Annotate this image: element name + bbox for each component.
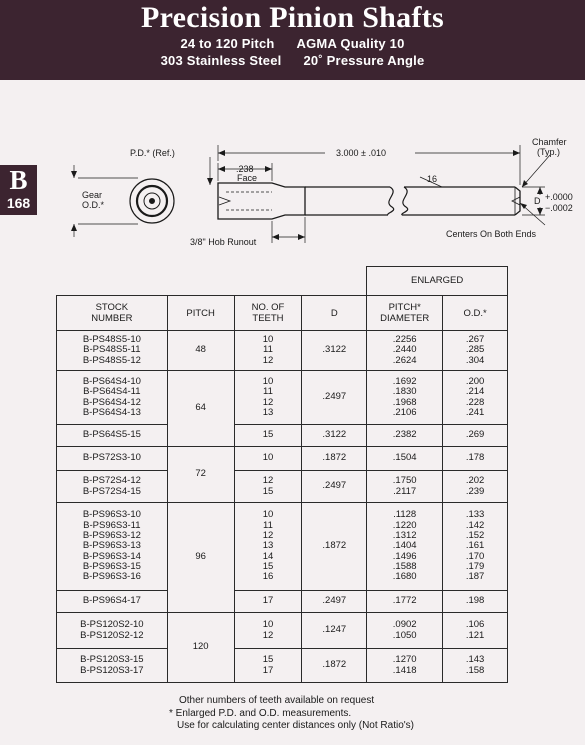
pitch-cell: 64 (167, 371, 234, 447)
chamfer-label-1: Chamfer (532, 137, 567, 147)
table-row (57, 613, 508, 649)
pressure-angle: 20˚ Pressure Angle (303, 53, 425, 68)
pitch-diameter-cell: .1772 (367, 591, 443, 613)
pd-ref-label: P.D.* (Ref.) (130, 148, 175, 158)
pitch-diameter-cell: .1750 .2117 (367, 471, 443, 503)
stock-number-cell: B-PS120S3-15 B-PS120S3-17 (57, 649, 168, 683)
d-cell: .2497 (302, 471, 367, 503)
od-cell: .269 (443, 425, 508, 447)
pitch-diameter-cell: .2256 .2440 .2624 (367, 331, 443, 371)
pitch-diameter-cell: .1270 .1418 (367, 649, 443, 683)
section-page-number: 168 (6, 195, 31, 211)
d-cell: .3122 (302, 331, 367, 371)
od-cell: .106 .121 (443, 613, 508, 649)
chamfer-label-2: (Typ.) (537, 147, 561, 157)
pitch-cell: 48 (167, 331, 234, 371)
face-dimension: .238 (236, 164, 254, 174)
stock-number-cell: B-PS48S5-10 B-PS48S5-11 B-PS48S5-12 (57, 331, 168, 371)
teeth-cell: 10 11 12 13 14 15 16 (234, 503, 302, 591)
od-cell: .143 .158 (443, 649, 508, 683)
od-cell: .198 (443, 591, 508, 613)
teeth-cell: 10 (234, 447, 302, 471)
table-row (57, 331, 508, 371)
shaft-drawing (40, 125, 580, 260)
d-cell: .1247 (302, 613, 367, 649)
pitch-diameter-cell: .1128 .1220 .1312 .1404 .1496 .1588 .1680 (367, 503, 443, 591)
teeth-cell: 10 11 12 (234, 331, 302, 371)
pitch-diameter-cell: .1692 .1830 .1968 .2106 (367, 371, 443, 425)
d-cell: .1872 (302, 649, 367, 683)
footnote-enlarged: * Enlarged P.D. and O.D. measurements. (169, 707, 352, 719)
break-line-left (388, 187, 394, 215)
d-cell: .2497 (302, 591, 367, 613)
pitch-diameter-header: PITCH* DIAMETER (367, 296, 443, 331)
footnote-availability: Other numbers of teeth available on request (179, 695, 375, 706)
enlarged-header: ENLARGED (367, 267, 508, 296)
teeth-cell: 17 (234, 591, 302, 613)
pitch-cell: 96 (167, 503, 234, 613)
teeth-cell: 10 12 (234, 613, 302, 649)
footnotes (0, 695, 585, 733)
table-row (57, 649, 508, 683)
footnote-usage: Use for calculating center distances only (Not Ratio's) (177, 720, 415, 731)
teeth-cell: 10 11 12 13 (234, 371, 302, 425)
od-cell: .133 .142 .152 .161 .170 .179 .187 (443, 503, 508, 591)
table-row (57, 503, 508, 591)
table-row (57, 591, 508, 613)
teeth-cell: 15 17 (234, 649, 302, 683)
gear-od-label-1: Gear (82, 190, 103, 200)
od-cell: .202 .239 (443, 471, 508, 503)
stock-number-cell: B-PS64S4-10 B-PS64S4-11 B-PS64S4-12 B-PS64S4-13 (57, 371, 168, 425)
stock-number-cell: B-PS120S2-10 B-PS120S2-12 (57, 613, 168, 649)
overall-length: 3.000 ± .010 (336, 148, 386, 158)
subtitle-line-1 (0, 35, 585, 52)
pitch-cell: 72 (167, 447, 234, 503)
stock-number-cell: B-PS96S4-17 (57, 591, 168, 613)
d-label: D (534, 196, 541, 206)
od-cell: .178 (443, 447, 508, 471)
stock-number-header: STOCK NUMBER (57, 296, 168, 331)
table-row (57, 425, 508, 447)
pitch-diameter-cell: .1504 (367, 447, 443, 471)
pitch-diameter-cell: .0902 .1050 (367, 613, 443, 649)
table-row (57, 371, 508, 425)
stock-number-cell: B-PS64S5-15 (57, 425, 168, 447)
od-cell: .267 .285 .304 (443, 331, 508, 371)
pitch-header: PITCH (167, 296, 234, 331)
teeth-cell: 15 (234, 425, 302, 447)
section-tab (0, 165, 37, 215)
od-header: O.D.* (443, 296, 508, 331)
hob-runout-label: 3/8" Hob Runout (190, 237, 257, 247)
d-cell: .1872 (302, 447, 367, 471)
break-line-right (402, 187, 408, 215)
pitch-range: 24 to 120 Pitch (180, 36, 275, 51)
section-letter: B (9, 165, 28, 195)
end-view-center (150, 199, 155, 204)
material: 303 Stainless Steel (160, 53, 282, 68)
teeth-header: NO. OF TEETH (234, 296, 302, 331)
table-row (57, 447, 508, 471)
d-cell: .3122 (302, 425, 367, 447)
table-header-row (57, 296, 508, 331)
centers-label: Centers On Both Ends (446, 229, 537, 239)
teeth-cell: 12 15 (234, 471, 302, 503)
tolerance-minus: −.0002 (545, 203, 573, 213)
d-header: D (302, 296, 367, 331)
angle-label: 16 (427, 174, 438, 184)
d-cell: .2497 (302, 371, 367, 425)
pinion-shaft-table (56, 266, 508, 683)
page-header (0, 0, 585, 80)
stock-number-cell: B-PS72S3-10 (57, 447, 168, 471)
od-cell: .200 .214 .228 .241 (443, 371, 508, 425)
d-cell: .1872 (302, 503, 367, 591)
subtitle-line-2 (0, 52, 585, 69)
page-title: Precision Pinion Shafts (140, 1, 445, 34)
table-row (57, 471, 508, 503)
stock-number-cell: B-PS96S3-10 B-PS96S3-11 B-PS96S3-12 B-PS96S3-13 B-PS96S3-14 B-PS96S3-15 B-PS96S3-16 (57, 503, 168, 591)
pitch-cell: 120 (167, 613, 234, 683)
face-label: Face (237, 173, 258, 183)
gear-od-label-2: O.D.* (82, 200, 105, 210)
tolerance-plus: +.0000 (545, 192, 573, 202)
stock-number-cell: B-PS72S4-12 B-PS72S4-15 (57, 471, 168, 503)
pitch-diameter-cell: .2382 (367, 425, 443, 447)
agma-quality: AGMA Quality 10 (296, 36, 405, 51)
